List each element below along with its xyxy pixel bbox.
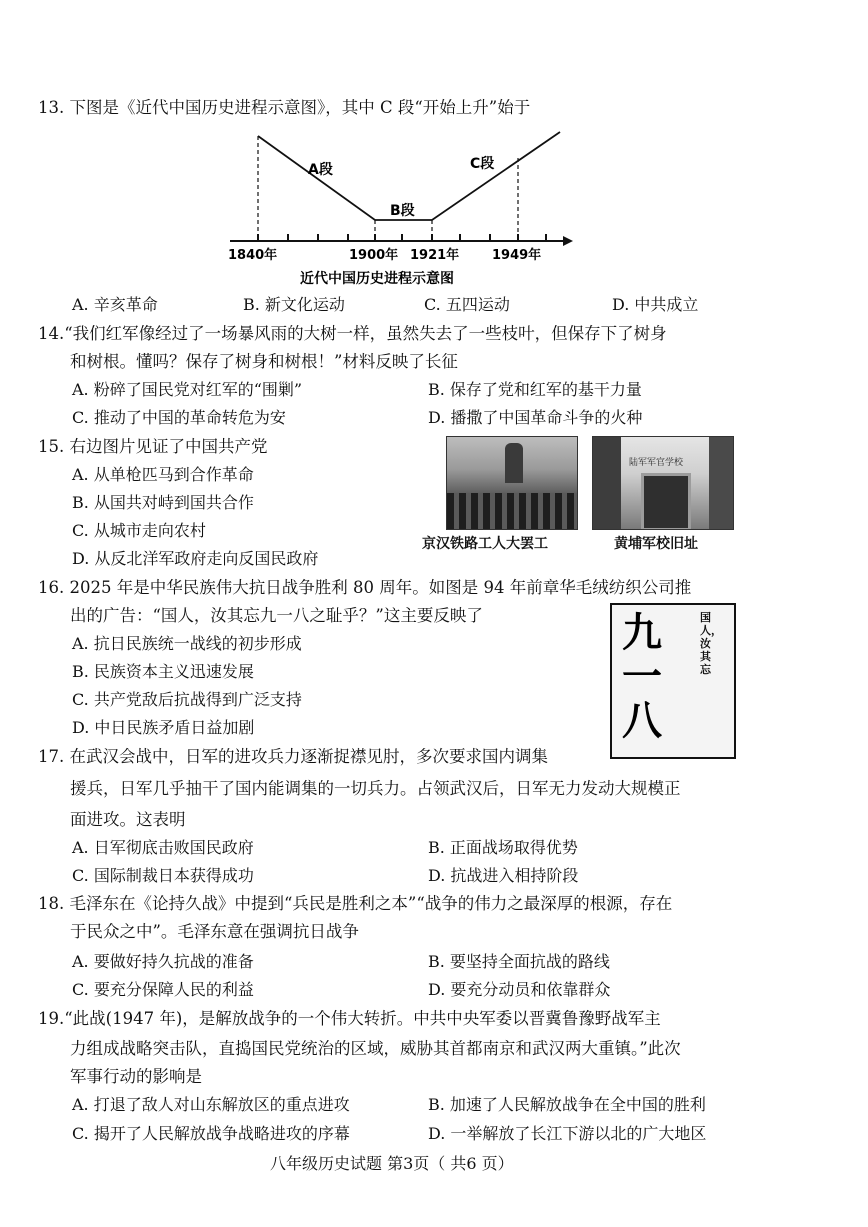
q16-option-c[interactable]: C. 共产党敌后抗战得到广泛支持	[72, 690, 302, 709]
q18-option-b[interactable]: B. 要坚持全面抗战的路线	[428, 952, 610, 971]
poster-slogan: 国人，汝其忘	[700, 611, 722, 676]
q16-option-b[interactable]: B. 民族资本主义迅速发展	[72, 662, 254, 681]
q13-stem: 13. 下图是《近代中国历史进程示意图》，其中 C 段“开始上升”始于	[38, 98, 531, 117]
q17-stem-line3: 面进攻。这表明	[70, 810, 186, 829]
q15-option-d[interactable]: D. 从反北洋军政府走向反国民政府	[72, 549, 319, 568]
patriotic-advertisement-poster	[610, 603, 736, 759]
q16-option-a[interactable]: A. 抗日民族统一战线的初步形成	[72, 634, 302, 653]
q17-option-c[interactable]: C. 国际制裁日本获得成功	[72, 866, 254, 885]
segment-a-label: A段	[308, 162, 333, 178]
q14-option-d[interactable]: D. 播撒了中国革命斗争的火种	[428, 408, 643, 427]
whampoa-caption: 黄埔军校旧址	[614, 536, 698, 552]
q15-option-b[interactable]: B. 从国共对峙到国共合作	[72, 493, 254, 512]
q13-option-d[interactable]: D. 中共成立	[612, 295, 699, 314]
q19-stem-line1: 19.“此战(1947 年)，是解放战争的一个伟大转折。中共中央军委以晋冀鲁豫野战军主	[38, 1009, 661, 1028]
q18-option-c[interactable]: C. 要充分保障人民的利益	[72, 980, 254, 999]
q19-stem-line3: 军事行动的影响是	[70, 1067, 202, 1086]
q18-stem-line2: 于民众之中”。毛泽东意在强调抗日战争	[70, 922, 359, 941]
q17-stem-line1: 17. 在武汉会战中，日军的进攻兵力逐渐捉襟见肘，多次要求国内调集	[38, 747, 548, 766]
segment-c-label: C段	[470, 156, 495, 172]
segment-b-label: B段	[390, 203, 415, 219]
q19-option-c[interactable]: C. 揭开了人民解放战争战略进攻的序幕	[72, 1124, 350, 1143]
q16-stem-line1: 16. 2025 年是中华民族伟大抗日战争胜利 80 周年。如图是 94 年前章华毛绒纺织公司推	[38, 578, 692, 597]
railway-strike-photo	[446, 436, 578, 530]
q19-stem-line2: 力组成战略突击队，直捣国民党统治的区域，威胁其首都南京和武汉两大重镇。”此次	[70, 1039, 681, 1058]
q19-option-d[interactable]: D. 一举解放了长江下游以北的广大地区	[428, 1124, 707, 1143]
q15-stem: 15. 右边图片见证了中国共产党	[38, 437, 268, 456]
q14-option-b[interactable]: B. 保存了党和红军的基干力量	[428, 380, 642, 399]
poster-big-characters: 九一八	[622, 610, 662, 744]
q14-stem-line2: 和树根。懂吗？保存了树身和树根！”材料反映了长征	[70, 352, 458, 371]
academy-gate-sign: 陆军军官学校	[629, 458, 684, 468]
timeline-ticks	[258, 234, 546, 241]
q18-option-a[interactable]: A. 要做好持久抗战的准备	[72, 952, 254, 971]
q15-option-c[interactable]: C. 从城市走向农村	[72, 521, 206, 540]
q17-option-a[interactable]: A. 日军彻底击败国民政府	[72, 838, 254, 857]
q13-option-c[interactable]: C. 五四运动	[424, 295, 510, 314]
timeline-arrow	[563, 236, 573, 246]
q18-option-d[interactable]: D. 要充分动员和依靠群众	[428, 980, 611, 999]
q17-stem-line2: 援兵，日军几乎抽干了国内能调集的一切兵力。占领武汉后，日军无力发动大规模正	[70, 779, 681, 798]
q18-stem-line1: 18. 毛泽东在《论持久战》中提到“兵民是胜利之本”“战争的伟力之最深厚的根源，存在	[38, 894, 673, 913]
q19-option-b[interactable]: B. 加速了人民解放战争在全中国的胜利	[428, 1095, 706, 1114]
page-footer: 八年级历史试题 第3页（ 共6 页）	[270, 1154, 514, 1173]
q17-option-b[interactable]: B. 正面战场取得优势	[428, 838, 578, 857]
q13-option-b[interactable]: B. 新文化运动	[243, 295, 345, 314]
year-1900-label: 1900年	[349, 248, 399, 263]
q13-option-a[interactable]: A. 辛亥革命	[72, 295, 158, 314]
q17-option-d[interactable]: D. 抗战进入相持阶段	[428, 866, 579, 885]
q16-stem-line2: 出的广告：“国人，汝其忘九一八之耻乎？”这主要反映了	[70, 606, 483, 625]
year-1840-label: 1840年	[228, 248, 278, 263]
q14-option-a[interactable]: A. 粉碎了国民党对红军的“围剿”	[72, 380, 303, 399]
railway-strike-caption: 京汉铁路工人大罢工	[422, 536, 548, 552]
diagram-caption: 近代中国历史进程示意图	[300, 271, 454, 287]
history-progress-diagram	[220, 128, 580, 293]
year-1921-label: 1921年	[410, 248, 460, 263]
q14-option-c[interactable]: C. 推动了中国的革命转危为安	[72, 408, 286, 427]
q14-stem-line1: 14.“我们红军像经过了一场暴风雨的大树一样，虽然失去了一些枝叶，但保存下了树身	[38, 324, 667, 343]
q19-option-a[interactable]: A. 打退了敌人对山东解放区的重点进攻	[72, 1095, 350, 1114]
q16-option-d[interactable]: D. 中日民族矛盾日益加剧	[72, 718, 255, 737]
whampoa-academy-photo	[592, 436, 734, 530]
q15-option-a[interactable]: A. 从单枪匹马到合作革命	[72, 465, 254, 484]
year-1949-label: 1949年	[492, 248, 542, 263]
